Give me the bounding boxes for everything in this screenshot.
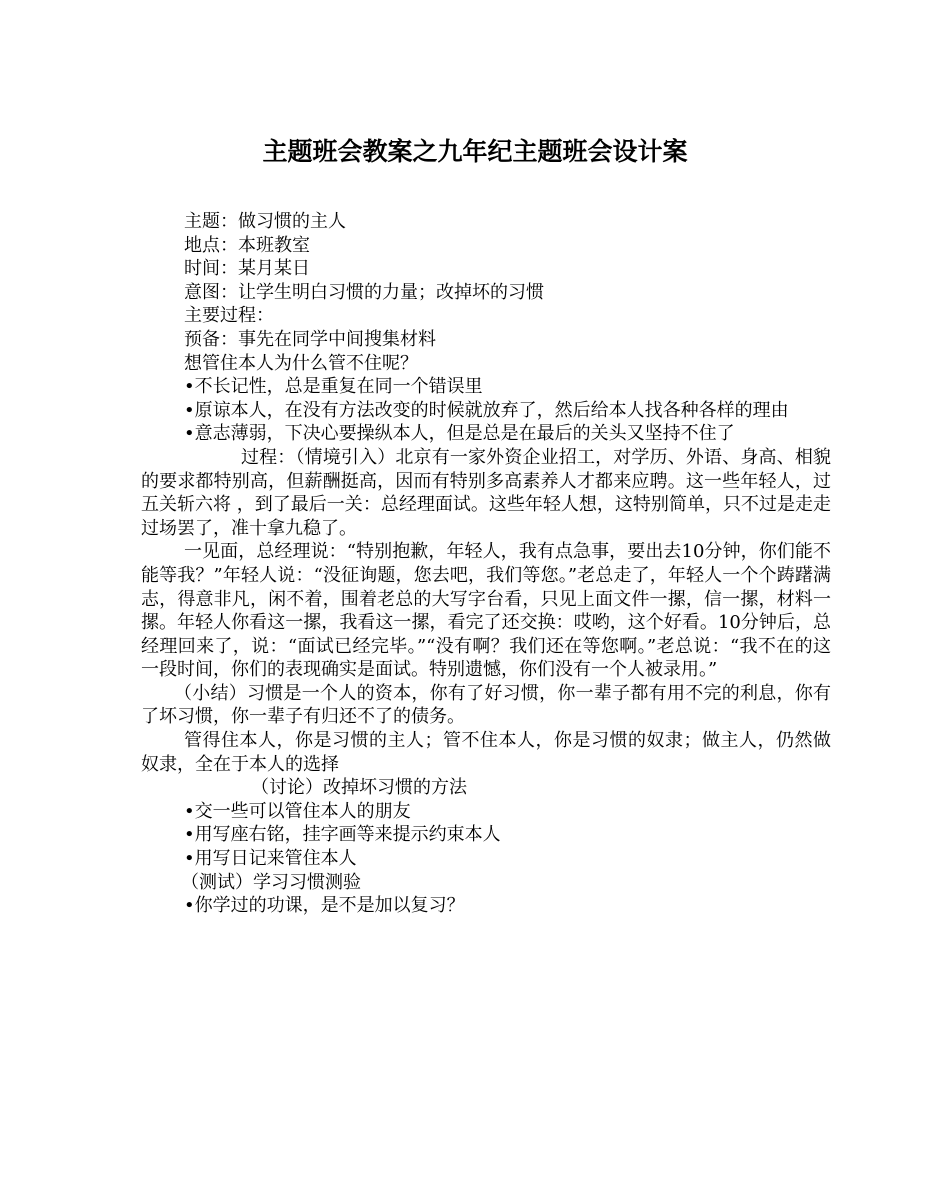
- paragraph-intent: 意图：让学生明白习惯的力量；改掉坏的习惯: [184, 281, 544, 303]
- paragraph-time: 时间：某月某日: [184, 258, 310, 280]
- bullet-item: •不长记性，总是重复在同一个错误里: [184, 376, 483, 398]
- bullet-item: •你学过的功课，是不是加以复习？: [184, 895, 465, 917]
- bullet-item: •用写座右铭，挂字画等来提示约束本人: [184, 824, 501, 846]
- paragraph-story: 一见面，总经理说：“特别抱歉，年轻人，我有点急事，要出去10分钟，你们能不能等我？”年轻人说：“没征询题，您去吧，我们等您。”老总走了，年轻人一个个踌躇满志，得意非凡，闲不着，围着老总的大写字台看，只见上面文件一摞，信一摞，材料一摞。年轻人你看这一摞，我看这一摞，看完了还交换：哎哟，这个好看。10分钟后，总经理回来了，说：“面试已经完毕。”“没有啊？我们还在等您啊。”老总说：“我不在的这一段时间，你们的表现确实是面试。特别遗憾，你们没有一个人被录用。”: [141, 541, 831, 681]
- bullet-item: •用写日记来管住本人: [184, 848, 357, 870]
- paragraph-scenario: 过程：（情境引入）北京有一家外资企业招工，对学历、外语、身高、相貌的要求都特别高，但薪酬挺高，因而有特别多高素养人才都来应聘。这一些年轻人，过五关斩六将 ，到了最后一关：总经理面试。这些年轻人想，这特别简单，只不过是走走过场罢了，准十拿九稳了。: [141, 446, 831, 539]
- document-body: [141, 210, 831, 918]
- paragraph-main-process: 主要过程：: [184, 305, 274, 327]
- paragraph-question: 想管住本人为什么管不住呢？: [184, 352, 418, 374]
- paragraph-conclusion: 管得住本人，你是习惯的主人；管不住本人，你是习惯的奴隶；做主人，仍然做奴隶，全在于本人的选择: [141, 730, 831, 775]
- paragraph-preparation: 预备：事先在同学中间搜集材料: [184, 328, 436, 350]
- bullet-item: •交一些可以管住本人的朋友: [184, 800, 411, 822]
- paragraph-discussion: （讨论）改掉坏习惯的方法: [251, 777, 467, 799]
- bullet-item: •意志薄弱，下决心要操纵本人，但是总是在最后的关头又坚持不住了: [184, 423, 735, 445]
- paragraph-topic: 主题：做习惯的主人: [184, 211, 346, 232]
- document-title: 主题班会教案之九年纪主题班会设计案: [262, 137, 688, 166]
- paragraph-location: 地点：本班教室: [184, 234, 310, 256]
- paragraph-test: （测试）学习习惯测验: [181, 871, 361, 893]
- bullet-item: •原谅本人，在没有方法改变的时候就放弃了，然后给本人找各种各样的理由: [184, 399, 789, 421]
- paragraph-summary: （小结）习惯是一个人的资本，你有了好习惯，你一辈子都有用不完的利息，你有了坏习惯，你一辈子有归还不了的债务。: [141, 682, 831, 728]
